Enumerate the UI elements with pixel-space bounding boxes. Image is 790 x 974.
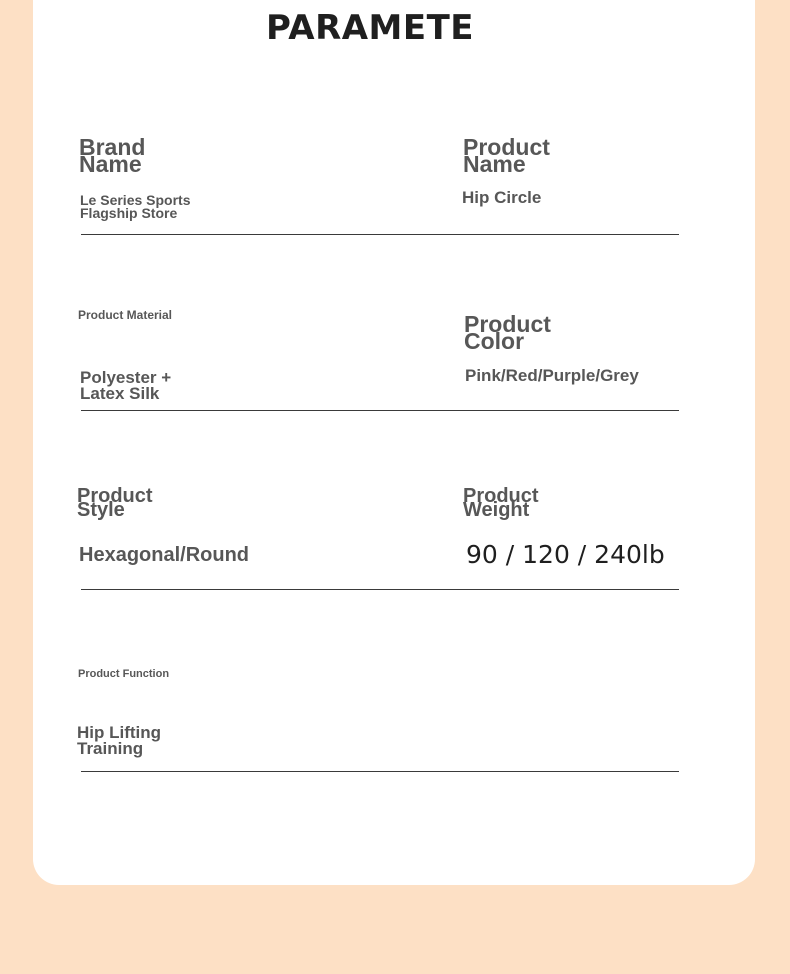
product-material-label: Product Material — [78, 308, 173, 322]
product-weight-value: 90 / 120 / 240lb — [466, 540, 665, 569]
product-function-label: Product Function — [78, 668, 170, 680]
divider-row-3 — [81, 589, 679, 590]
product-name-value: Hip Circle — [462, 188, 542, 207]
divider-row-4 — [81, 771, 679, 772]
brand-name-value: Le Series Sports Flagship Store — [80, 192, 191, 222]
product-style-label: Product Style — [77, 485, 153, 522]
product-material-value: Polyester + Latex Silk — [80, 368, 172, 403]
divider-row-1 — [81, 234, 679, 235]
brand-name-label: Brand Name — [79, 134, 146, 177]
product-name-label: Product Name — [463, 134, 550, 177]
product-function-value: Hip Lifting Training — [77, 723, 162, 758]
product-color-value: Pink/Red/Purple/Grey — [465, 366, 639, 385]
divider-row-2 — [81, 410, 679, 411]
product-weight-label: Product Weight — [463, 485, 539, 522]
product-color-label: Product Color — [464, 311, 551, 354]
product-style-value: Hexagonal/Round — [79, 544, 250, 566]
page-title: PARAMETE — [265, 8, 475, 48]
